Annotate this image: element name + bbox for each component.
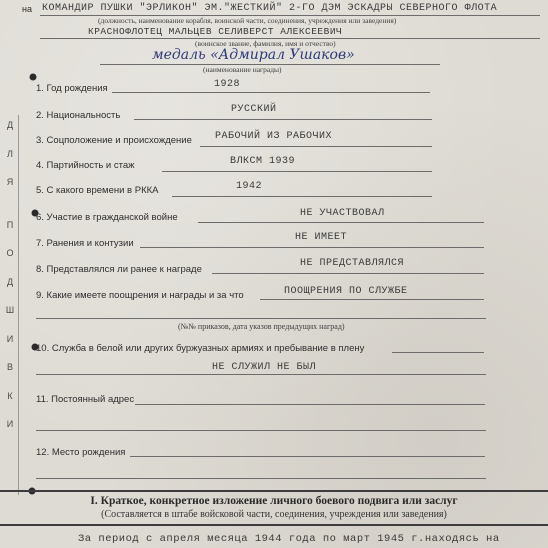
field-value-nationality: РУССКИЙ (231, 104, 277, 115)
field-label-nationality: 2. Национальность (36, 110, 121, 121)
field-line (112, 92, 430, 93)
field-line (162, 171, 432, 172)
field-value-birth-year: 1928 (214, 79, 241, 90)
field-label-birth-year: 1. Год рождения (36, 83, 108, 94)
punch-hole-icon (28, 72, 38, 82)
field-label-address: 11. Постоянный адрес (36, 394, 135, 405)
field-line (212, 273, 484, 274)
section-divider (0, 490, 548, 492)
position-caption: (должность, наименование корабля, воинской части, соединения, учреждения или заведения) (98, 16, 397, 25)
field-value-civil-war: НЕ УЧАСТВОВАЛ (300, 208, 385, 219)
field-line (36, 374, 486, 375)
field-line (392, 352, 484, 353)
name-caption: (воинское звание, фамилия, имя и отчество) (195, 39, 336, 48)
field-label-party-membership: 4. Партийность и стаж (36, 160, 135, 171)
field-label-birthplace: 12. Место рождения (36, 447, 126, 458)
section-divider (0, 524, 548, 526)
field-value-social-origin: РАБОЧИЙ ИЗ РАБОЧИХ (215, 131, 333, 142)
field-line (135, 404, 485, 405)
nominee-name: КРАСНОФЛОТЕЦ МАЛЬЦЕВ СЕЛИВЕРСТ АЛЕКСЕЕВИЧ (88, 26, 343, 37)
field-line (200, 146, 432, 147)
field-value-previous-award: НЕ ПРЕДСТАВЛЯЛСЯ (300, 258, 405, 269)
section1-title: I. Краткое, конкретное изложение личного боевого подвига или заслуг (90, 495, 458, 507)
field-label-previous-award: 8. Представлялся ли ранее к награде (36, 264, 202, 275)
binding-margin-line (18, 115, 19, 495)
award-caption: (наименование награды) (203, 65, 282, 74)
field-line (36, 430, 486, 431)
field-line (172, 196, 432, 197)
section1-subtitle: (Составляется в штабе войсковой части, соединения, учреждения или заведения) (101, 509, 447, 520)
section1-body-text: За период с апреля месяца 1944 года по март 1945 г.находясь на (78, 533, 500, 545)
field9-caption: (№№ приказов, дата указов предыдущих наград) (178, 322, 345, 331)
field-value-awards-reasons: ПООЩРЕНИЯ ПО СЛУЖБЕ (284, 286, 408, 297)
field-label-service-since: 5. С какого времени в РККА (36, 185, 159, 196)
field-label-wounds: 7. Ранения и контузии (36, 238, 134, 249)
field-line (260, 299, 484, 300)
field-line (36, 478, 486, 479)
field-label-white-army: 10. Служба в белой или других буржуазных армиях и пребывание в плену (36, 343, 365, 354)
field-value-party-membership: ВЛКСМ 1939 (230, 156, 296, 167)
field-label-civil-war: 6. Участие в гражданской войне (36, 212, 178, 223)
field-line (140, 247, 484, 248)
na-prefix: на (22, 4, 32, 14)
field-line (198, 222, 484, 223)
nominee-position: КОМАНДИР ПУШКИ "ЭРЛИКОН" ЭМ."ЖЕСТКИЙ" 2-ГО ДЭМ ЭСКАДРЫ СЕВЕРНОГО ФЛОТА (42, 3, 498, 14)
field-label-social-origin: 3. Соцположение и происхождение (36, 135, 192, 146)
binding-margin-label: Д Л Я П О Д Ш И В К И (5, 120, 15, 429)
field-value-white-army: НЕ СЛУЖИЛ НЕ БЫЛ (212, 362, 317, 373)
field-line (134, 119, 432, 120)
field-line (36, 318, 486, 319)
field-line (130, 456, 485, 457)
award-handwritten: медаль «Адмирал Ушаков» (152, 47, 355, 63)
field-value-service-since: 1942 (236, 181, 263, 192)
field-value-wounds: НЕ ИМЕЕТ (295, 232, 348, 243)
field-label-awards-reasons: 9. Какие имеете поощрения и награды и за что (36, 290, 244, 301)
